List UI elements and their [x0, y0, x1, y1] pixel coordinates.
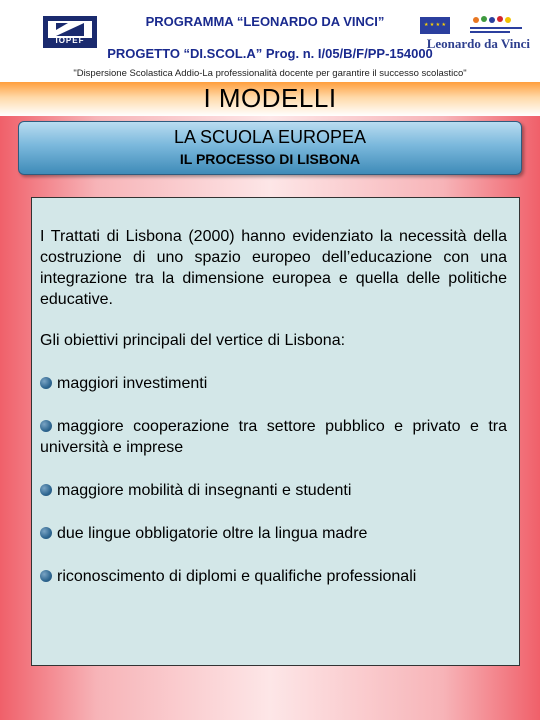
list-item — [40, 566, 507, 587]
list-item-text: riconoscimento di diplomi e qualifiche professionali — [57, 568, 417, 585]
iopef-logo — [43, 16, 97, 48]
content-box — [31, 197, 520, 666]
leonardo-da-vinci-logo: Leonardo da Vinci — [426, 36, 530, 51]
objectives-lead: Gli obiettivi principali del vertice di Lisbona: — [40, 332, 346, 349]
section-subtitle: IL PROCESSO DI LISBONA — [179, 151, 361, 167]
header — [0, 0, 540, 82]
intro-paragraph: I Trattati di Lisbona (2000) hanno evidenziato la necessità della costruzione di uno spazio europeo dell’educazione con una integrazione tra la dimensione europea e quella delle politiche educative. — [40, 228, 507, 308]
project-description: "Dispersione Scolastica Addio-La professionalità docente per garantire il successo scolastico" — [73, 68, 467, 79]
program-title: PROGRAMMA “LEONARDO DA VINCI” — [145, 14, 385, 29]
page-title: I MODELLI — [203, 83, 337, 113]
section-title: LA SCUOLA EUROPEA — [173, 127, 367, 147]
bullet-icon — [40, 484, 52, 496]
list-item-text: maggiore mobilità di insegnanti e studenti — [57, 482, 352, 499]
list-item-text: maggiori investimenti — [57, 375, 208, 392]
eu-flag-icon: ★ ★ ★ ★ — [420, 17, 450, 34]
list-item-text: due lingue obbligatorie oltre la lingua madre — [57, 525, 368, 542]
list-item — [40, 416, 507, 458]
bullet-icon — [40, 420, 52, 432]
list-item — [40, 480, 507, 501]
project-title: PROGETTO “DI.SCOL.A” Prog. n. I/05/B/F/PP-154000 — [107, 46, 433, 61]
list-item — [40, 523, 507, 544]
education-training-logo-icon — [462, 14, 528, 36]
section-banner — [18, 121, 522, 175]
bullet-icon — [40, 570, 52, 582]
logo-text: IOPEF — [55, 36, 85, 45]
bullet-icon — [40, 527, 52, 539]
list-item — [40, 373, 507, 394]
list-item-text: maggiore cooperazione tra settore pubblico e privato e tra università e imprese — [40, 418, 507, 456]
bullet-icon — [40, 377, 52, 389]
